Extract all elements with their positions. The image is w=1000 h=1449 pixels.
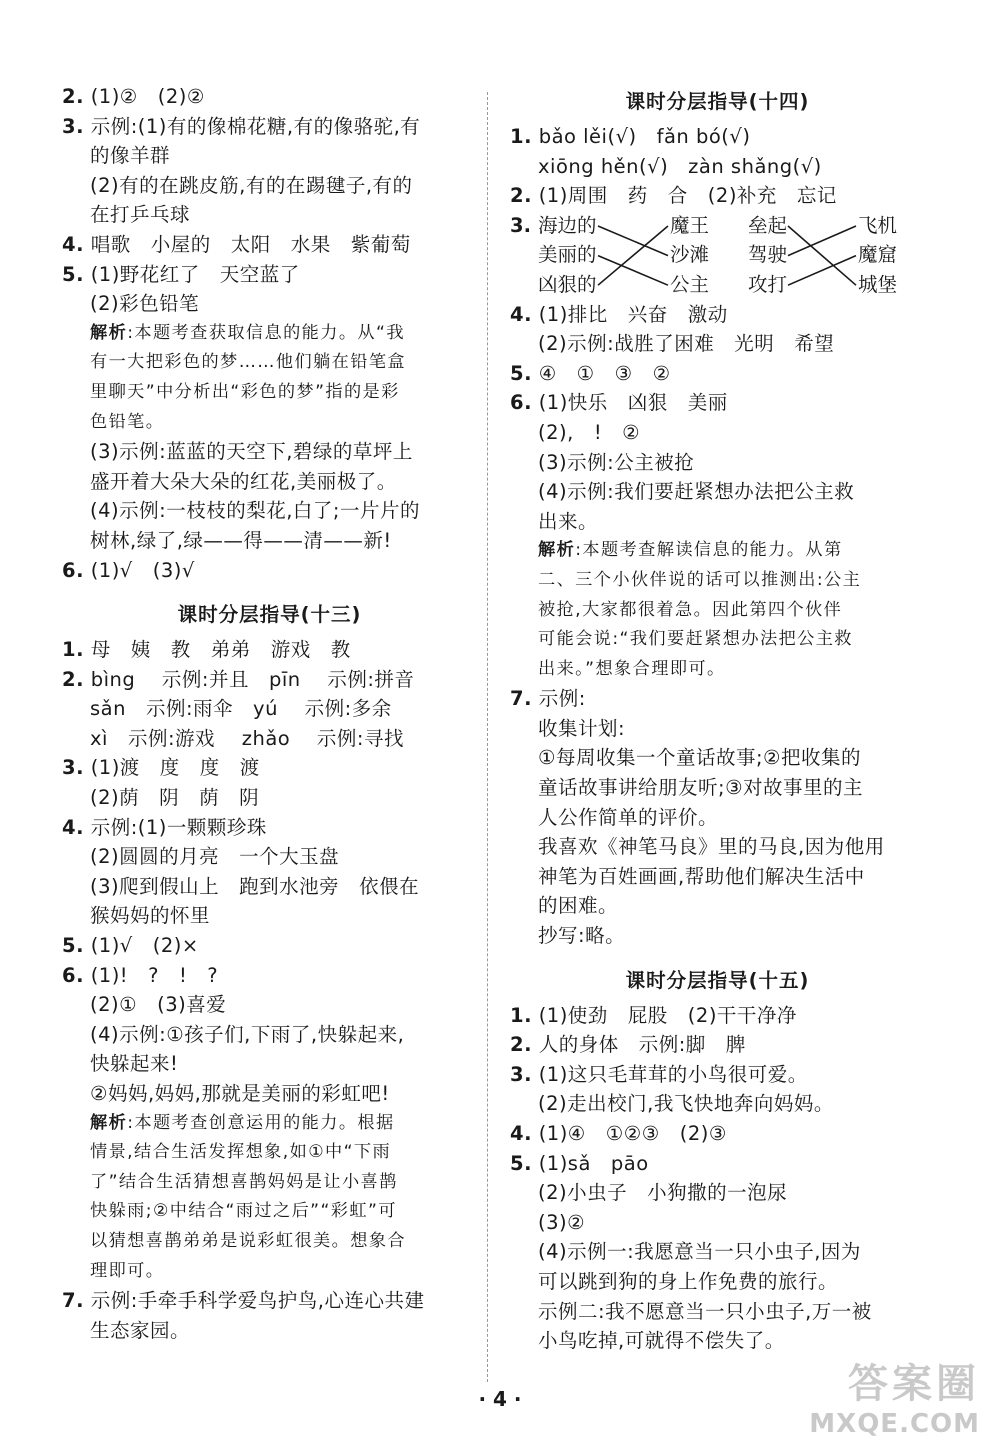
line-text: (1)这只毛茸茸的小鸟很可爱。 (538, 1062, 808, 1086)
line-text: 唱歌 小屋的 太阳 水果 紫葡萄 (90, 232, 411, 256)
right-column (510, 82, 925, 1356)
line-text: :本题考查解读信息的能力。从第 (575, 540, 843, 561)
line-text: 在打乒乓球 (90, 203, 191, 227)
question-number: 1. (510, 1003, 532, 1027)
question-number: 7. (62, 1289, 84, 1313)
match-word: 魔窟 (858, 243, 898, 267)
analysis-label: 解析 (538, 540, 576, 561)
line-text: (3)爬到假山上 跑到水池旁 依偎在 (90, 874, 420, 898)
line-text: 抄写:略。 (538, 924, 626, 948)
answer-line (62, 1079, 477, 1109)
match-connector (788, 226, 856, 256)
match-word: 沙滩 (670, 243, 710, 267)
answer-line (62, 872, 477, 902)
match-word: 飞机 (858, 213, 898, 237)
question-number: 3. (510, 213, 531, 237)
answer-line (510, 1119, 925, 1149)
analysis-line (62, 1138, 477, 1168)
analysis-line (62, 1257, 477, 1287)
section-title: 课时分层指导(十五) (625, 968, 810, 992)
matching-exercise (510, 211, 925, 300)
line-text: 可以跳到狗的身上作免费的旅行。 (538, 1269, 839, 1293)
answer-line (62, 842, 477, 872)
answer-line (510, 300, 925, 330)
match-word: 公主 (670, 272, 710, 296)
question-number: 2. (62, 85, 84, 108)
answer-line (62, 931, 477, 961)
answer-line (62, 1049, 477, 1079)
line-text: 有一大把彩色的梦……他们躺在铅笔盒 (90, 352, 406, 373)
answer-line (510, 891, 925, 921)
analysis-line (510, 536, 925, 566)
analysis-line (62, 1109, 477, 1139)
line-text: 示例: (538, 687, 586, 711)
line-text: 示例:(1)一颗颗珍珠 (90, 815, 267, 839)
analysis-line (62, 378, 477, 408)
answer-line (510, 1297, 925, 1327)
question-number: 6. (62, 963, 84, 987)
answer-line (510, 684, 925, 714)
question-number: 3. (510, 1062, 532, 1086)
answer-line (62, 82, 477, 112)
line-text: (4)示例:①孩子们,下雨了,快躲起来, (90, 1022, 405, 1046)
line-text: (1)! ? ! ? (90, 963, 219, 987)
answer-line (62, 724, 477, 754)
line-text: 快躲起来! (90, 1052, 179, 1076)
line-text: ①每周收集一个童话故事;②把收集的 (538, 746, 862, 770)
analysis-line (62, 408, 477, 438)
line-text: 我喜欢《神笔马良》里的马良,因为他用 (538, 835, 885, 859)
question-number: 1. (62, 638, 84, 662)
match-word: 魔王 (670, 213, 710, 237)
answer-line (62, 496, 477, 526)
line-text: 收集计划: (538, 716, 626, 740)
left-column (62, 82, 477, 1345)
answer-line (62, 467, 477, 497)
answer-line (510, 1149, 925, 1179)
line-text: (4)示例一:我愿意当一只小虫子,因为 (538, 1240, 861, 1264)
answer-line (62, 1020, 477, 1050)
column-divider (487, 92, 488, 1382)
line-text: :本题考查创意运用的能力。根据 (127, 1112, 395, 1133)
answer-line (510, 1089, 925, 1119)
line-text: :本题考查获取信息的能力。从“我 (127, 322, 405, 343)
match-connector (598, 226, 668, 256)
answer-line (510, 803, 925, 833)
analysis-label: 解析 (90, 322, 128, 343)
answer-line (510, 477, 925, 507)
answer-line (510, 1178, 925, 1208)
line-text: (3)示例:公主被抢 (538, 450, 695, 474)
answer-line (62, 961, 477, 991)
line-text: 神笔为百姓画画,帮助他们解决生活中 (538, 864, 865, 888)
answer-line (510, 388, 925, 418)
answer-line (62, 437, 477, 467)
line-text: bìng 示例:并且 pīn 示例:拼音 (90, 667, 415, 691)
line-text: 示例:手牵手科学爱鸟护鸟,心连心共建 (90, 1289, 425, 1313)
line-text: (2)彩色铅笔 (90, 292, 200, 316)
answer-line (510, 329, 925, 359)
answer-line (510, 359, 925, 389)
match-connector (788, 255, 856, 285)
answer-line (62, 694, 477, 724)
line-text: 理即可。 (90, 1260, 165, 1281)
question-number: 6. (510, 391, 532, 415)
line-text: (2)圆圆的月亮 一个大玉盘 (90, 845, 340, 869)
question-number: 2. (62, 667, 84, 691)
answer-line (510, 122, 925, 152)
line-text: xiōng hěn(√) zàn shǎng(√) (538, 154, 822, 178)
answer-line (510, 1030, 925, 1060)
line-text: 示例:(1)有的像棉花糖,有的像骆驼,有 (90, 114, 421, 138)
line-text: (1)√ (2)× (90, 934, 199, 958)
line-text: bǎo lěi(√) fǎn bó(√) (538, 125, 751, 148)
answer-line (62, 901, 477, 931)
answer-line (62, 1316, 477, 1346)
answer-line (510, 1060, 925, 1090)
match-word: 海边的 (538, 213, 597, 237)
answer-line (510, 714, 925, 744)
match-word: 攻打 (748, 272, 788, 296)
answer-line (510, 507, 925, 537)
line-text: (3)示例:蓝蓝的天空下,碧绿的草坪上 (90, 440, 413, 464)
line-text: (1)野花红了 天空蓝了 (90, 262, 300, 286)
question-number: 4. (62, 232, 84, 256)
line-text: (1)√ (3)√ (90, 558, 195, 582)
analysis-line (510, 625, 925, 655)
analysis-line (510, 596, 925, 626)
line-text: 盛开着大朵大朵的红花,美丽极了。 (90, 469, 397, 493)
line-text: 情景,结合生活发挥想象,如①中“下雨 (90, 1142, 392, 1163)
answer-line (62, 1286, 477, 1316)
answer-line (62, 526, 477, 556)
line-text: 猴妈妈的怀里 (90, 904, 211, 928)
answer-line (510, 181, 925, 211)
line-text: (1)sǎ pāo (538, 1151, 649, 1175)
question-number: 7. (510, 687, 532, 711)
answer-line (510, 832, 925, 862)
answer-line (510, 743, 925, 773)
line-text: 母 姨 教 弟弟 游戏 教 (90, 638, 351, 662)
question-number: 6. (62, 558, 84, 582)
question-number: 3. (62, 756, 84, 780)
answer-line (510, 1237, 925, 1267)
answer-line (510, 418, 925, 448)
line-text: ②妈妈,妈妈,那就是美丽的彩虹吧! (90, 1082, 390, 1105)
answer-line (510, 152, 925, 182)
match-lines (510, 211, 925, 300)
line-text: (3)② (538, 1210, 586, 1234)
question-number: 5. (510, 361, 532, 385)
section-title: 课时分层指导(十三) (177, 603, 362, 627)
answer-line (510, 862, 925, 892)
line-text: xì 示例:游戏 zhǎo 示例:寻找 (90, 726, 404, 750)
line-text: (2)① (3)喜爱 (90, 993, 227, 1017)
question-number: 5. (62, 934, 84, 958)
answer-line (62, 112, 477, 142)
line-text: (1)快乐 凶狠 美丽 (538, 391, 728, 415)
match-word: 凶狠的 (538, 272, 597, 296)
answer-line (62, 783, 477, 813)
watermark (809, 1352, 980, 1439)
line-text: (2), ! ② (538, 420, 641, 444)
line-text: 示例二:我不愿意当一只小虫子,万一被 (538, 1299, 872, 1323)
page-number: · 4 · (478, 1387, 522, 1411)
answer-line (62, 171, 477, 201)
line-text: 快躲雨;②中结合“雨过之后”“彩虹”可 (90, 1201, 397, 1222)
line-text: (2)荫 阴 荫 阴 (90, 786, 260, 810)
question-number: 1. (510, 125, 532, 148)
answer-line (62, 200, 477, 230)
line-text: 色铅笔。 (90, 411, 165, 432)
answer-line (62, 556, 477, 586)
watermark-logo-text: 答案圈 (848, 1361, 980, 1407)
line-text: 了”结合生活猜想喜鹊妈妈是让小喜鹊 (90, 1171, 398, 1192)
answer-line (62, 289, 477, 319)
question-number: 4. (62, 815, 84, 839)
line-text: (2)小虫子 小狗撒的一泡尿 (538, 1181, 788, 1205)
answer-line (62, 753, 477, 783)
question-number: 4. (510, 1122, 532, 1146)
line-text: 的像羊群 (90, 144, 171, 168)
line-text: 树林,绿了,绿——得——清——新! (90, 528, 392, 552)
line-text: (1)④ ①②③ (2)③ (538, 1122, 727, 1146)
line-text: 童话故事讲给朋友听;③对故事里的主 (538, 776, 864, 800)
line-text: 人公作简单的评价。 (538, 805, 719, 829)
question-number: 3. (62, 114, 84, 138)
analysis-label: 解析 (90, 1112, 128, 1133)
match-connector (598, 226, 668, 285)
line-text: (1)使劲 屁股 (2)干干净净 (538, 1003, 797, 1027)
line-text: 二、三个小伙伴说的话可以推测出:公主 (538, 569, 862, 590)
line-text: 被抢,大家都很着急。因此第四个伙伴 (538, 599, 843, 620)
match-word: 垒起 (748, 213, 788, 237)
answer-line (510, 1208, 925, 1238)
line-text: 的困难。 (538, 894, 619, 918)
line-text: (2)示例:战胜了困难 光明 希望 (538, 332, 835, 356)
answer-line (510, 1267, 925, 1297)
answer-line (62, 141, 477, 171)
question-number: 5. (510, 1151, 532, 1175)
line-text: 以猜想喜鹊弟弟是说彩虹很美。想象合 (90, 1230, 406, 1251)
match-connector (598, 255, 668, 285)
answer-line (510, 1001, 925, 1031)
line-text: 出来。”想象合理即可。 (538, 658, 726, 679)
line-text: (1)渡 度 度 渡 (90, 756, 260, 780)
analysis-line (62, 1197, 477, 1227)
line-text: 生态家园。 (90, 1318, 191, 1342)
line-text: 可能会说:“我们要赶紧想办法把公主救 (538, 629, 853, 650)
line-text: 人的身体 示例:脚 脾 (538, 1033, 746, 1057)
analysis-line (510, 655, 925, 685)
line-text: sǎn 示例:雨伞 yú 示例:多余 (90, 697, 392, 721)
answer-line (62, 260, 477, 290)
line-text: (2)有的在跳皮筋,有的在踢毽子,有的 (90, 173, 413, 197)
analysis-line (62, 1227, 477, 1257)
line-text: (4)示例:一枝枝的梨花,白了;一片片的 (90, 499, 420, 523)
section-title: 课时分层指导(十四) (625, 90, 810, 113)
match-word: 美丽的 (538, 243, 597, 267)
match-word: 城堡 (858, 272, 898, 296)
match-word: 驾驶 (748, 243, 788, 267)
line-text: ④ ① ③ ② (538, 361, 671, 385)
match-connector (788, 226, 856, 285)
line-text: 里聊天”中分析出“彩色的梦”指的是彩 (90, 381, 400, 402)
line-text: (4)示例:我们要赶紧想办法把公主救 (538, 480, 855, 504)
analysis-line (62, 1168, 477, 1198)
answer-line (510, 773, 925, 803)
answer-line (62, 813, 477, 843)
answer-line (62, 635, 477, 665)
analysis-line (510, 566, 925, 596)
answer-line (62, 990, 477, 1020)
answer-line (510, 448, 925, 478)
analysis-line (62, 348, 477, 378)
question-number: 2. (510, 184, 532, 208)
line-text: (1)周围 药 合 (2)补充 忘记 (538, 184, 837, 208)
answer-line (62, 665, 477, 695)
line-text: (2)走出校门,我飞快地奔向妈妈。 (538, 1092, 834, 1116)
watermark-url: MXQE.COM (809, 1409, 980, 1439)
question-number: 5. (62, 262, 84, 286)
answer-line (510, 921, 925, 951)
question-number: 2. (510, 1033, 532, 1057)
analysis-line (62, 319, 477, 349)
line-text: 出来。 (538, 509, 599, 533)
answer-line (62, 230, 477, 260)
line-text: (1)② (2)② (90, 85, 205, 108)
line-text: (1)排比 兴奋 激动 (538, 302, 728, 326)
line-text: 小鸟吃掉,可就得不偿失了。 (538, 1329, 785, 1353)
question-number: 4. (510, 302, 532, 326)
